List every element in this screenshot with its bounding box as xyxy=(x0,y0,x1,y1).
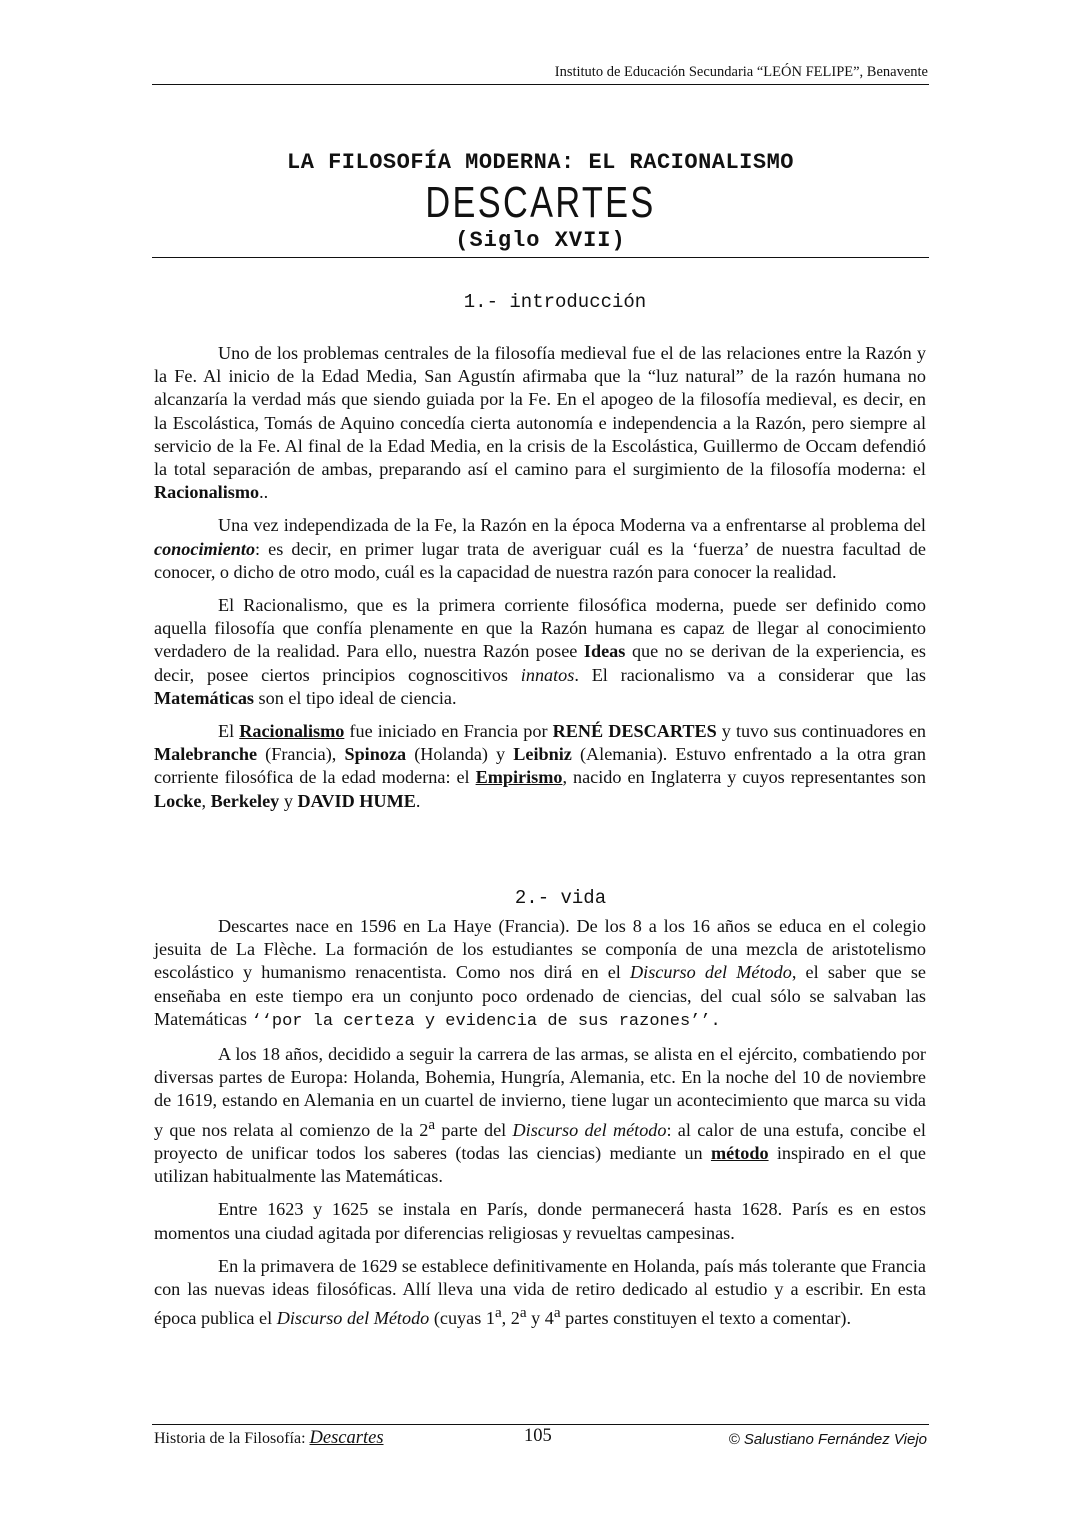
section-vida-body xyxy=(154,915,926,1340)
header-rule xyxy=(152,84,929,85)
page-number: 105 xyxy=(524,1426,552,1446)
footer-author-link: Descartes xyxy=(309,1428,384,1448)
paragraph: Entre 1623 y 1625 se instala en París, donde permanecerá hasta 1628. París es en estos momentos una ciudad agitada por diferencias religiosas y revueltas campesinas. xyxy=(154,1199,926,1243)
title-descartes: DESCARTES xyxy=(425,178,656,227)
footer-subject: Historia de la Filosofía: Descartes xyxy=(154,1428,384,1448)
paragraph: Uno de los problemas centrales de la filosofía medieval fue el de las relaciones entre la Razón y la Fe. Al inicio de la Edad Media, San Agustín afirmaba que la “luz natural” de la razón humana no alcanzaría la verdad más que siendo guiada por la Fe. En el apogeo de la filosofía medieval, es decir, en la Escolástica, Tomás de Aquino concedía cierta autonomía e independencia a la Razón, pero siempre al servicio de la Fe. Al final de la Edad Media, en la crisis de la Escolástica, Guillermo de Occam defendió la total separación de ambas, preparando así el camino para el surgimiento de la filosofía moderna: el Racionalismo.. xyxy=(154,343,926,503)
section-heading-introduccion: 1.- introducción xyxy=(463,291,647,313)
paragraph: El Racionalismo fue iniciado en Francia por RENÉ DESCARTES y tuvo sus continuadores en Malebranche (Francia), Spinoza (Holanda) y Leibniz (Alemania). Estuvo enfrentado a la otra gran corriente filosófica de la edad moderna: el Empirismo, nacido en Inglaterra y cuyos representantes son Locke, Berkeley y DAVID HUME. xyxy=(154,721,926,811)
title-line-1: LA FILOSOFÍA MODERNA: EL RACIONALISMO xyxy=(287,150,794,175)
paragraph: El Racionalismo, que es la primera corriente filosófica moderna, puede ser definido como aquella filosofía que confía plenamente en que la Razón humana es capaz de llegar al conocimiento verdadero de la realidad. Para ello, nuestra Razón posee Ideas que no se derivan de la experiencia, es decir, posee ciertos principios cognoscitivos innatos. El racionalismo va a considerar que las Matemáticas son el tipo ideal de ciencia. xyxy=(154,595,927,708)
footer-copyright: © Salustiano Fernández Viejo xyxy=(728,1431,927,1448)
section-heading-vida: 2.- vida xyxy=(514,887,607,909)
title-rule xyxy=(152,257,929,258)
paragraph: Descartes nace en 1596 en La Haye (Francia). De los 8 a los 16 años se educa en el colegio jesuita de La Flèche. La formación de los estudiantes se componía de una mezcla de aristotelismo escolástico y humanismo renacentista. Como nos dirá en el Discurso del Método, el saber que se enseñaba en este tiempo era un conjunto poco ordenado de ciencias, del cual sólo se salvaban las Matemáticas ‘‘por la certeza y evidencia de sus razones’’. xyxy=(154,916,926,1031)
running-header: Instituto de Educación Secundaria “LEÓN FELIPE”, Benavente xyxy=(554,64,928,80)
section-introduccion-body xyxy=(154,342,926,823)
title-century: (Siglo XVII) xyxy=(455,228,626,253)
footer-rule xyxy=(152,1424,929,1425)
paragraph: En la primavera de 1629 se establece definitivamente en Holanda, país más tolerante que Francia con las nuevas ideas filosóficas. Allí lleva una vida de retiro dedicado al estudio y a escribir. En esta época publica el Discurso del Método (cuyas 1$^a$, 2$^a$ y 4$^a$ partes constituyen el texto a comentar). xyxy=(154,1255,926,1329)
paragraph: A los 18 años, decidido a seguir la carrera de las armas, se alista en el ejército, combatiendo por diversas partes de Europa: Holanda, Bohemia, Hungría, Alemania, etc. En la noche del 10 de noviembre de 1619, estando en Alemania en un cuartel de invierno, tiene lugar un acontecimiento que marca su vida y que nos relata al comienzo de la 2$^a$ parte del Discurso del método: al calor de una estufa, concibe el proyecto de unificar todos los saberes (todas las ciencias) mediante un método inspirado en el que utilizan habitualmente las Matemáticas. xyxy=(154,1044,926,1187)
paragraph: Una vez independizada de la Fe, la Razón en la época Moderna va a enfrentarse al problema del conocimiento: es decir, en primer lugar trata de averiguar cuál es la ‘fuerza’ de nuestra facultad de conocer, o dicho de otro modo, cuál es la capacidad de nuestra razón para conocer la realidad. xyxy=(154,515,926,582)
page-footer xyxy=(152,1428,929,1458)
